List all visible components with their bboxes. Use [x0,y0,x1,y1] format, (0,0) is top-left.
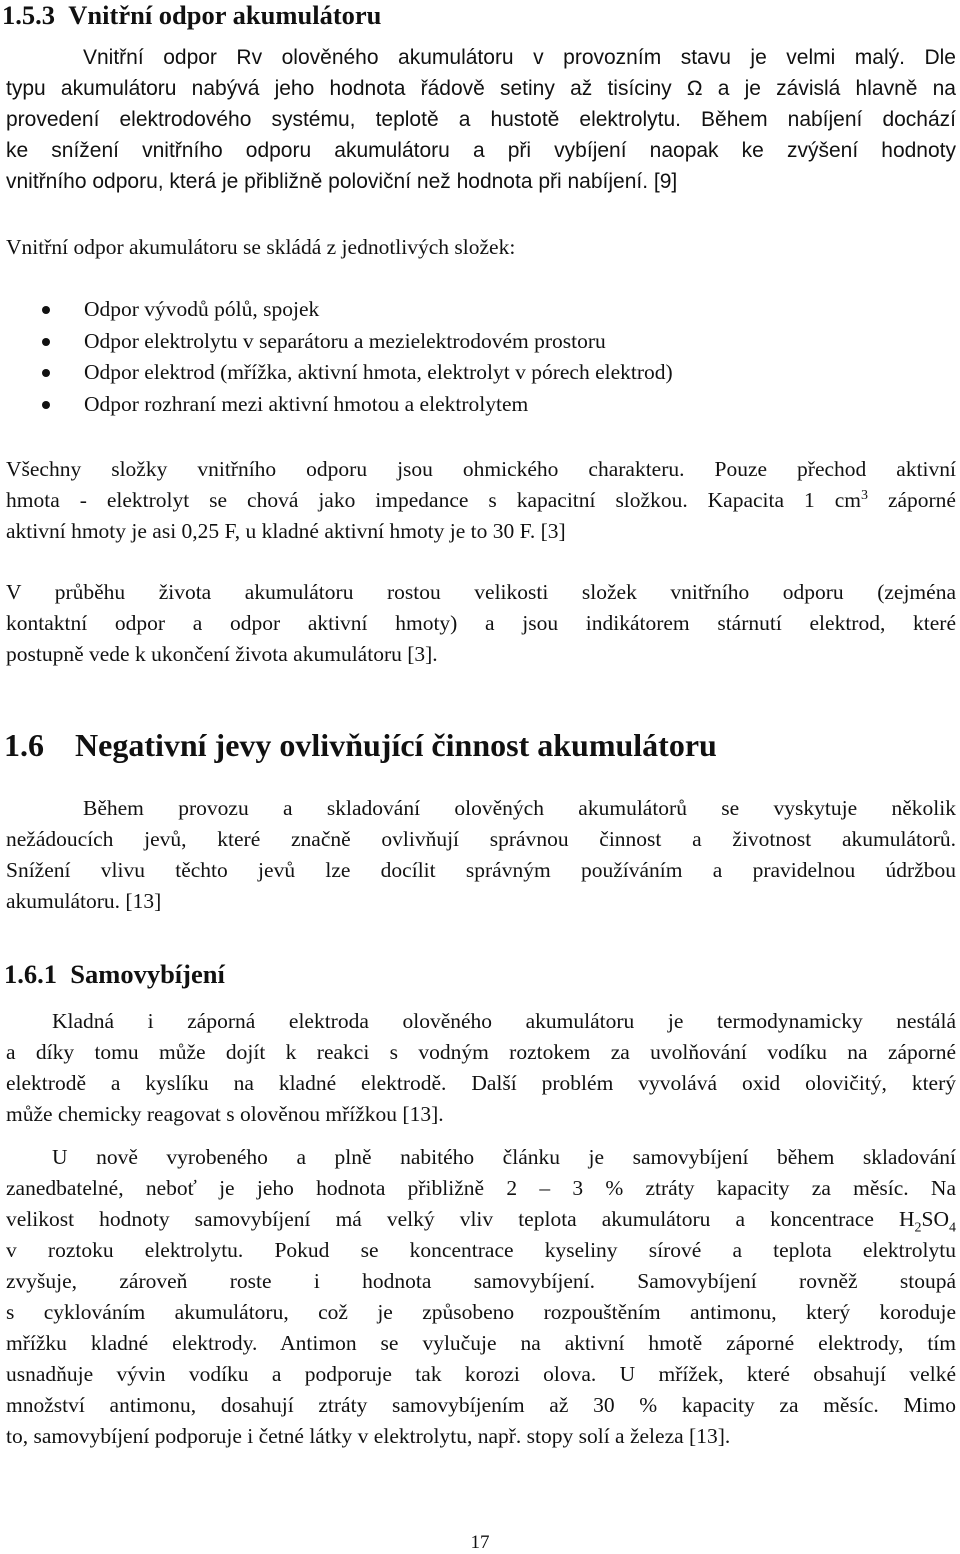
text-line: typu akumulátoru nabývá jeho hodnota řádově setiny až tisíciny Ω a je závislá hlavně na [6,77,956,100]
superscript: 3 [860,487,868,503]
text-line: může chemicky reagovat s olověnou mřížkou [13]. [6,1102,444,1126]
section-heading-1-6-1 [4,959,954,989]
text-line: postupně vede k ukončení života akumulátoru [3]. [6,642,438,666]
paragraph-negative-effects [6,793,956,917]
section-title: Samovybíjení [70,959,225,989]
section-title: Vnitřní odpor akumulátoru [68,0,382,30]
text-line: Vnitřní odpor Rv olověného akumulátoru v provozním stavu je velmi malý. Dle [83,46,956,69]
text-line: mřížku kladné elektrody. Antimon se vylučuje na aktivní hmotě záporné elektrody, tím [6,1331,956,1355]
paragraph-self-discharge-details [6,1142,956,1452]
page-number: 17 [470,1532,490,1553]
text-line: v roztoku elektrolytu. Pokud se koncentrace kyseliny sírové a teplota elektrolytu [6,1238,956,1262]
text-line: provedení elektrodového systému, teplotě a hustotě elektrolytu. Během nabíjení dochází [6,108,956,131]
text-line: aktivní hmoty je asi 0,25 F, u kladné aktivní hmoty je to 30 F. [3] [6,519,566,543]
list-intro [6,232,956,263]
text-line: Vnitřní odpor akumulátoru se skládá z jednotlivých složek: [6,235,516,259]
bullet-icon [42,306,50,314]
section-heading-1-6 [4,726,954,764]
text-line: zvyšuje, zároveň roste i hodnota samovybíjení. Samovybíjení rovněž stoupá [6,1269,956,1293]
text-line: U nově vyrobeného a plně nabitého článku je samovybíjení během skladování [52,1145,956,1169]
text-line: Všechny složky vnitřního odporu jsou ohmického charakteru. Pouze přechod aktivní [6,457,956,481]
text-line: V průběhu života akumulátoru rostou velikosti složek vnitřního odporu (zejména [6,580,956,604]
subscript: 4 [949,1220,956,1236]
list-item-text: Odpor vývodů pólů, spojek [84,297,320,321]
text-fragment: záporné [867,488,956,512]
text-fragment: SO [921,1207,949,1231]
section-number: 1.6 [4,727,44,763]
component-list [0,294,950,420]
paragraph-self-discharge-intro [6,1006,956,1130]
text-line: elektrodě a kyslíku na kladné elektrodě. Další problém vyvolává oxid olovičitý, který [6,1071,956,1095]
bullet-icon [42,369,50,377]
text-line: to, samovybíjení podporuje i četné látky v elektrolytu, např. stopy solí a železa [13]. [6,1424,731,1448]
section-title: Negativní jevy ovlivňující činnost akumulátoru [75,727,717,763]
list-item [0,326,950,358]
list-item [0,294,950,326]
list-item-text: Odpor rozhraní mezi aktivní hmotou a elektrolytem [84,391,529,416]
text-fragment: velikost hodnoty samovybíjení má velký vliv teplota akumulátoru a koncentrace H [6,1207,915,1231]
text-line: Snížení vlivu těchto jevů lze docílit správným používáním a pravidelnou údržbou [6,858,956,882]
text-line: usnadňuje vývin vodíku a podporuje tak korozi olova. U mřížek, které obsahují velké [6,1362,956,1386]
text-line [6,1204,956,1235]
bullet-icon [42,401,50,409]
text-line: akumulátoru. [13] [6,889,162,913]
list-item [0,389,950,421]
subscript: 2 [914,1220,922,1236]
text-fragment: hmota - elektrolyt se chová jako impedance s kapacitní složkou. Kapacita 1 cm [6,488,861,512]
text-line [6,485,956,516]
list-item-text: Odpor elektrod (mřížka, aktivní hmota, elektrolyt v pórech elektrod) [84,360,673,384]
section-heading-1-5-3 [2,0,952,30]
text-line: kontaktní odpor a odpor aktivní hmoty) a jsou indikátorem stárnutí elektrod, které [6,611,956,635]
paragraph-internal-resistance [6,42,956,197]
section-number: 1.5.3 [2,0,55,30]
text-line: množství antimonu, dosahují ztráty samovybíjením až 30 % kapacity za měsíc. Mimo [6,1393,956,1417]
text-line: ke snížení vnitřního odporu akumulátoru a při vybíjení naopak ke zvýšení hodnoty [6,139,956,162]
text-line: Během provozu a skladování olověných akumulátorů se vyskytuje několik [83,796,956,820]
section-number: 1.6.1 [4,959,57,989]
text-line: vnitřního odporu, která je přibližně poloviční než hodnota při nabíjení. [9] [6,170,678,193]
paragraph-aging [6,577,956,670]
bullet-icon [42,338,50,346]
list-item-text: Odpor elektrolytu v separátoru a mezielektrodovém prostoru [84,328,606,353]
text-line: s cyklováním akumulátoru, což je způsobeno rozpouštěním antimonu, který koroduje [6,1300,956,1324]
text-line: nežádoucích jevů, které značně ovlivňují správnou činnost a životnost akumulátorů. [6,827,956,851]
text-line: zanedbatelné, neboť je jeho hodnota přibližně 2 – 3 % ztráty kapacity za měsíc. Na [6,1176,956,1200]
text-line: Kladná i záporná elektroda olověného akumulátoru je termodynamicky nestálá [52,1009,956,1033]
list-item [0,357,950,389]
text-line: a díky tomu může dojít k reakci s vodným roztokem za uvolňování vodíku na záporné [6,1040,956,1064]
paragraph-ohmic-components [6,454,956,547]
